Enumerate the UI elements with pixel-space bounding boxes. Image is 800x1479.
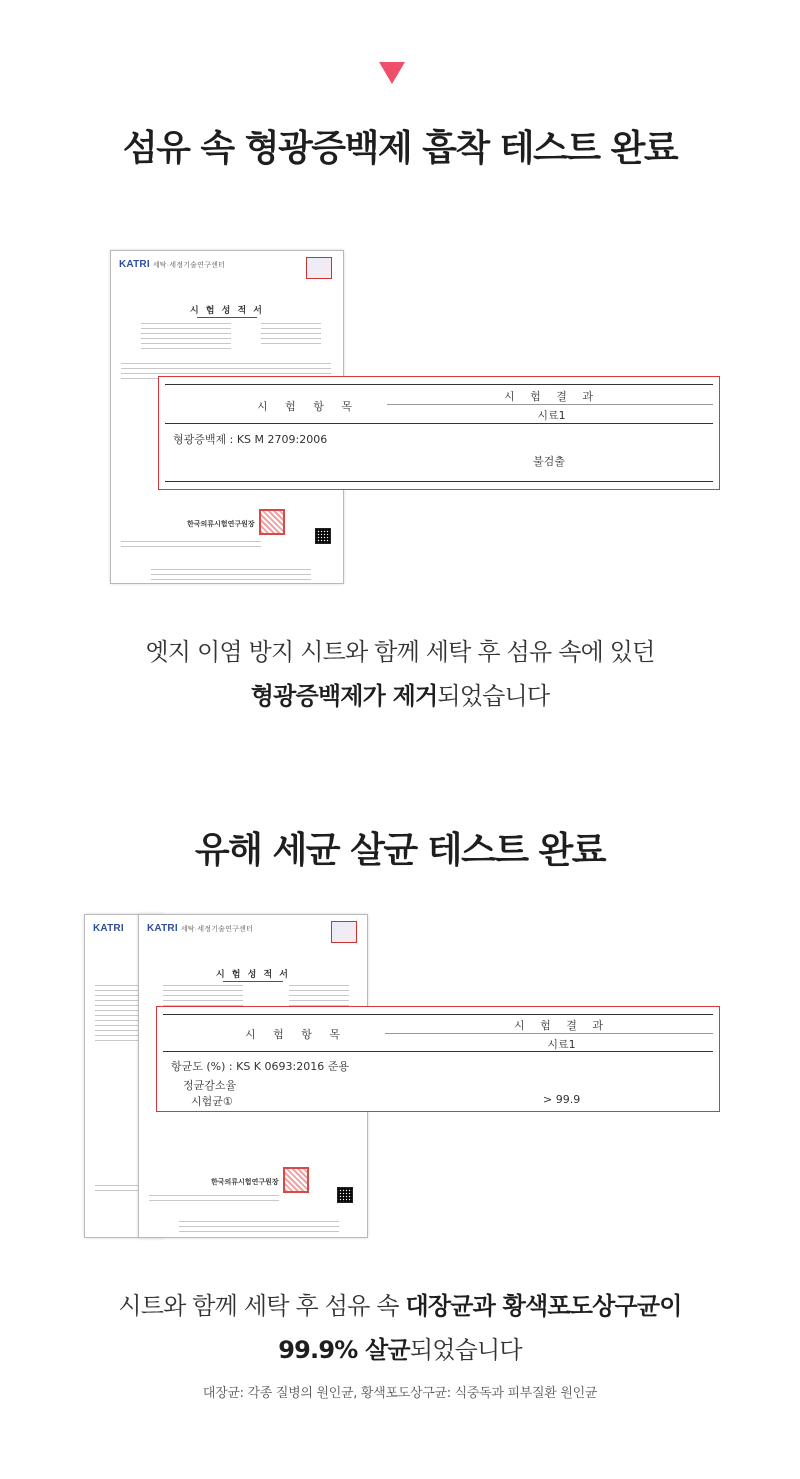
section1-highlight: 형광증백제가 제거	[250, 682, 438, 710]
test-result-column-header: 시 험 결 과	[504, 390, 599, 403]
issuing-organization: 한국의류시험연구원장	[211, 1178, 279, 1186]
certification-badge-icon	[331, 921, 357, 943]
section2-text-line2: 99.9% 살균되었습니다	[278, 1336, 522, 1364]
section1-heading: 섬유 속 형광증백제 흡착 테스트 완료	[122, 128, 678, 169]
section2-highlight2: 99.9% 살균	[278, 1336, 410, 1364]
test-sub-item-reduction: 정균감소율	[183, 1079, 237, 1092]
test-item-column-header: 시 험 항 목	[257, 400, 359, 413]
katri-logo-back: KATRI	[93, 923, 124, 934]
test-result-callout-antibacterial	[156, 1006, 720, 1112]
section2-highlight1: 대장균과 황색포도상구균이	[405, 1292, 682, 1320]
official-seal-stamp	[283, 1167, 309, 1193]
test-item-fluorescent: 형광증백제 : KS M 2709:2006	[173, 433, 328, 446]
qr-code-icon	[337, 1187, 353, 1203]
test-item-antibacterial: 항균도 (%) : KS K 0693:2016 준용	[171, 1060, 349, 1073]
test-result-column-header: 시 험 결 과	[514, 1019, 609, 1032]
certificate-title: 시 험 성 적 서	[111, 303, 343, 318]
section2-description	[0, 1284, 800, 1372]
sample-label: 시료1	[537, 409, 566, 422]
certificate-header	[147, 923, 357, 937]
katri-logo: KATRI 세탁·세정기술연구센터	[147, 923, 253, 934]
section2-heading: 유해 세균 살균 테스트 완료	[194, 830, 606, 871]
section1-text-line2: 형광증백제가 제거되었습니다	[250, 682, 550, 710]
katri-logo: KATRI 세탁·세정기술연구센터	[119, 259, 225, 270]
official-seal-stamp	[259, 509, 285, 535]
certificate-footer-lines	[151, 569, 311, 584]
certificate-title: 시 험 성 적 서	[139, 967, 367, 982]
section1-description	[0, 630, 800, 718]
test-result-value: 불검출	[533, 455, 565, 468]
section2-text-line1: 시트와 함께 세탁 후 섬유 속 대장균과 황색포도상구균이	[118, 1292, 682, 1320]
qr-code-icon	[315, 528, 331, 544]
issuing-organization: 한국의류시험연구원장	[187, 520, 255, 528]
test-sub-item-strain: 시험균①	[191, 1095, 233, 1108]
section1-text-line1: 엣지 이염 방지 시트와 함께 세탁 후 섬유 속에 있던	[145, 638, 655, 666]
certificate-header	[119, 259, 332, 273]
certification-badge-icon	[306, 257, 332, 279]
test-result-callout	[158, 376, 720, 490]
certificate-info-lines	[141, 323, 231, 353]
sample-label: 시료1	[547, 1038, 576, 1051]
certificate-info-lines-right	[261, 323, 321, 348]
certificate-signature-lines	[121, 541, 261, 551]
test-result-value: > 99.9	[543, 1093, 581, 1106]
down-arrow-icon	[379, 62, 405, 84]
footnote: 대장균: 각종 질병의 원인균, 황색포도상구균: 식중독과 피부질환 원인균	[202, 1386, 598, 1401]
test-item-column-header: 시 험 항 목	[245, 1028, 347, 1041]
